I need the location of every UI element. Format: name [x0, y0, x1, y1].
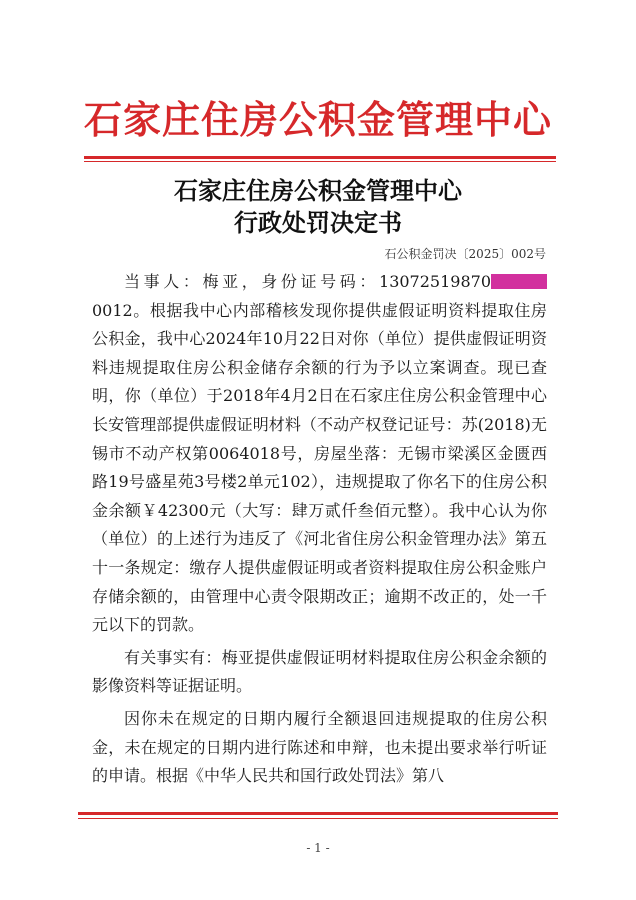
doc-title-line2: 行政处罚决定书 [234, 208, 402, 237]
paragraph-1-start: 当事人：梅亚，身份证号码：13072519870 [124, 272, 491, 291]
header-org-name: 石家庄住房公积金管理中心 [83, 97, 552, 142]
document-body [92, 268, 547, 791]
paragraph-3: 因你未在规定的日期内履行全额退回违规提取的住房公积金，未在规定的日期内进行陈述和申辩，也未提出要求举行听证的申请。根据《中华人民共和国行政处罚法》第八 [92, 708, 547, 786]
redaction-mark [491, 274, 547, 289]
doc-title-line1: 石家庄住房公积金管理中心 [174, 176, 462, 205]
footer-divider-thin [78, 818, 558, 819]
paragraph-1-rest: 0012。根据我中心内部稽核发现你提供虚假证明资料提取住房公积金，我中心2024年10月22日对你（单位）提供虚假证明资料违规提取住房公积金储存余额的行为予以立案调查。现已查明，你（单位）于2018年4月2日在石家庄住房公积金管理中心长安管理部提供虚假证明材料（不动产权登记证号：苏(2018)无锡市不动产权第0064018号，房屋坐落：无锡市梁溪区金匮西路19号盛星苑3号楼2单元102），违规提取了你名下的住房公积金余额￥42300元（大写：肆万贰仟叁佰元整）。我中心认为你（单位）的上述行为违反了《河北省住房公积金管理办法》第五十一条规定：缴存人提供虚假证明或者资料提取住房公积金账户存储余额的，由管理中心责令限期改正；逾期不改正的，处一千元以下的罚款。 [92, 300, 547, 635]
header-divider [84, 156, 556, 159]
header-divider-thin [84, 161, 556, 162]
page-number: - 1 - [306, 841, 330, 855]
paragraph-2: 有关事实有：梅亚提供虚假证明材料提取住房公积金余额的影像资料等证据证明。 [92, 647, 547, 696]
document-number: 石公积金罚决〔2025〕002号 [384, 247, 546, 261]
paragraph-1 [92, 268, 547, 640]
footer-divider [78, 812, 558, 815]
